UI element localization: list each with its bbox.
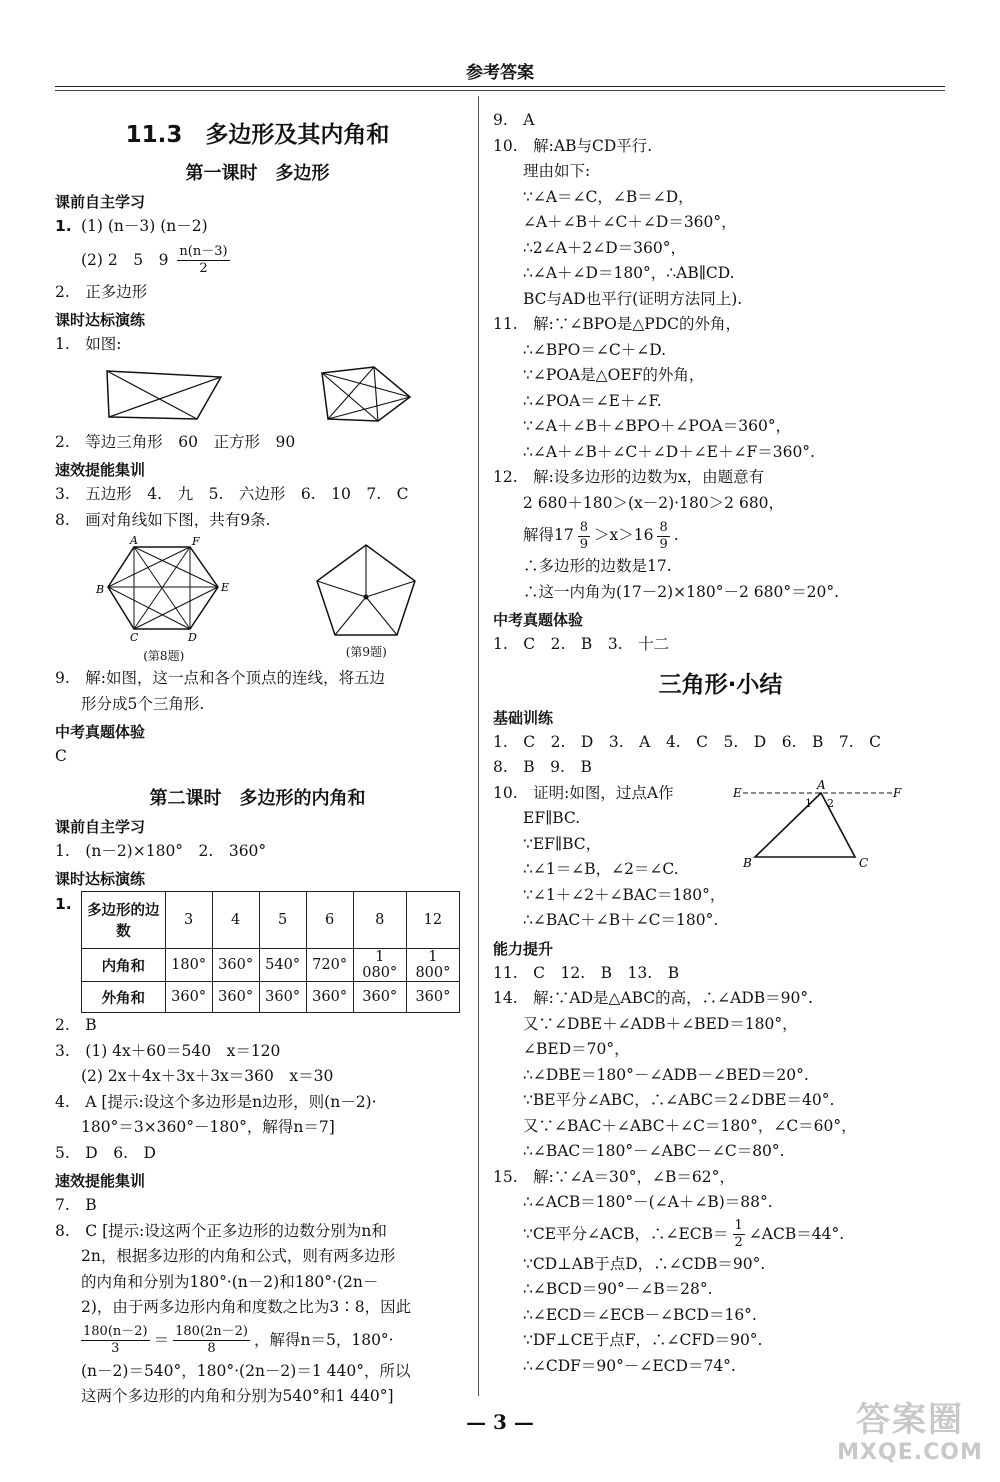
table-cell: 360° bbox=[212, 982, 259, 1013]
answer-line: 1. C 2. B 3. 十二 bbox=[493, 635, 670, 653]
answer-line: 2 680＋180＞(x－2)·180＞2 680， bbox=[523, 493, 785, 512]
table-cell: 8 bbox=[353, 892, 406, 949]
answer-line: 10. 证明:如图，过点A作 bbox=[493, 783, 674, 802]
answer-line: ∴∠BPO＝∠C＋∠D. bbox=[523, 340, 667, 359]
fraction: $\frac{n(n-3)}{2}$ bbox=[179, 244, 228, 276]
answer-line: ∵BE平分∠ABC，∴∠ABC＝2∠DBE＝40°. bbox=[523, 1091, 835, 1109]
answer-line: (n－2)＝540°，180°·(2n－2)＝1 440°，所以 bbox=[81, 1361, 411, 1380]
answer-line: ∴2∠A＋2∠D＝360°， bbox=[523, 238, 687, 257]
table-cell: 180° bbox=[165, 949, 212, 982]
q10-proof-block bbox=[493, 777, 948, 934]
answer-line: 3. 五边形 4. 九 5. 六边形 6. 10 7. C bbox=[55, 485, 409, 503]
answer-line: 1. C 2. D 3. A 4. C 5. D 6. B 7. C bbox=[493, 732, 882, 751]
lesson2-title: 第二课时 多边形的内角和 bbox=[149, 787, 366, 809]
answer-line: BC与AD也平行(证明方法同上). bbox=[523, 289, 743, 308]
answer-line: ∴∠ACB＝180°－(∠A＋∠B)＝88°. bbox=[523, 1193, 773, 1211]
answer-line: 5. D 6. D bbox=[55, 1143, 156, 1162]
table-cell: 3 bbox=[165, 892, 212, 949]
answer-line: ∴∠1＝∠B，∠2＝∠C. bbox=[523, 860, 679, 878]
fig8-label-c: C bbox=[129, 631, 139, 643]
answer-line: 1. (1) (n－3) (n－2) bbox=[55, 217, 208, 235]
answer-line: C bbox=[55, 747, 67, 765]
answer-line: 的内角和分别为180°·(n－2)和180°·(2n－ bbox=[81, 1272, 379, 1291]
heading-class-drill-2: 课时达标演练 bbox=[55, 870, 146, 888]
triangle-parallel-figure bbox=[733, 777, 903, 877]
heading-fast-train: 速效提能集训 bbox=[55, 461, 146, 479]
section-title: 11.3 多边形及其内角和 bbox=[125, 122, 390, 148]
figure-quadrilaterals bbox=[55, 362, 460, 426]
left-column bbox=[55, 110, 460, 1410]
answer-line: 又∵∠BAC＋∠ABC＋∠C＝180°，∠C＝60°， bbox=[523, 1116, 857, 1135]
answer-line: ∵∠1＋∠2＋∠BAC＝180°， bbox=[523, 885, 726, 904]
table-cell: 360° bbox=[212, 949, 259, 982]
table-row-header: 外角和 bbox=[82, 982, 166, 1013]
answer-line: 4. A [提示:设这个多边形是n边形，则(n－2)· bbox=[55, 1092, 377, 1111]
figure-caption: (第8题) bbox=[143, 649, 185, 663]
heading-fast-train-2: 速效提能集训 bbox=[55, 1172, 146, 1190]
fig8-label-d: D bbox=[187, 631, 197, 643]
answer-line: 解得17 $\frac{8}{9}$ ＞x＞16 $\frac{8}{9}$ . bbox=[523, 519, 679, 552]
fig10-label-f: F bbox=[893, 785, 902, 800]
heading-class-drill: 课时达标演练 bbox=[55, 311, 146, 329]
answer-line: ∠BED＝70°， bbox=[523, 1040, 630, 1058]
answer-line: 12. 解:设多边形的边数为x，由题意有 bbox=[493, 468, 765, 486]
heading-pre-study-2: 课前自主学习 bbox=[55, 817, 146, 836]
header-rule bbox=[55, 86, 945, 87]
answer-line: 1. 如图: bbox=[55, 335, 122, 353]
answer-line: ∴∠BCD＝90°－∠B＝28°. bbox=[523, 1280, 713, 1298]
table-cell: 360° bbox=[259, 982, 306, 1013]
answer-line: ∴∠CDF＝90°－∠ECD＝74°. bbox=[523, 1356, 736, 1375]
table-row-header: 多边形的边数 bbox=[82, 892, 166, 949]
answer-line: 理由如下: bbox=[523, 162, 591, 180]
fig8-label-e: E bbox=[220, 581, 229, 594]
answer-line: 形分成5个三角形. bbox=[81, 694, 205, 713]
answer-line: 14. 解:∵AD是△ABC的高，∴∠ADB＝90°. bbox=[493, 989, 814, 1007]
pentagon-center-point-figure bbox=[311, 539, 421, 639]
heading-exam: 中考真题体验 bbox=[55, 723, 146, 741]
answer-line: ∵CE平分∠ACB，∴∠ECB＝ $\frac{1}{2}$ ∠ACB＝44°. bbox=[523, 1218, 845, 1250]
answer-line: 2. 等边三角形 60 正方形 90 bbox=[55, 432, 296, 451]
table-row bbox=[82, 892, 460, 949]
answer-line: (2) 2 5 9 $\frac{n(n-3)}{2}$ bbox=[81, 244, 228, 276]
table-cell: 360° bbox=[353, 982, 406, 1013]
heading-ability: 能力提升 bbox=[493, 939, 554, 958]
answer-line: (2) 2x＋4x＋3x＋3x＝360 x＝30 bbox=[81, 1067, 334, 1085]
answer-line: 3. (1) 4x＋60＝540 x＝120 bbox=[55, 1041, 281, 1060]
right-column bbox=[493, 108, 948, 1379]
answer-line: ∴∠BAC＝180°－∠ABC－∠C＝80°. bbox=[523, 1142, 785, 1160]
figure-q9 bbox=[311, 539, 421, 660]
answer-line: ∴多边形的边数是17. bbox=[523, 557, 672, 575]
pentagon-diagonals-figure bbox=[316, 363, 416, 425]
answer-line: 这两个多边形的内角和分别为540°和1 440°] bbox=[81, 1387, 394, 1405]
heading-exam-right: 中考真题体验 bbox=[493, 611, 584, 629]
answer-line: $\frac{180(n-2)}{3}$ ＝ $\frac{180(2n-2)}{8}$ ，解得n＝5，180°· bbox=[83, 1324, 394, 1356]
answer-line: 9. 解:如图，这一点和各个顶点的连线，将五边 bbox=[55, 669, 386, 687]
answer-line: ∴∠POA＝∠E＋∠F. bbox=[523, 391, 662, 410]
fig10-label-angle1: 1 bbox=[805, 796, 812, 810]
table-row bbox=[82, 982, 460, 1013]
heading-pre-study: 课前自主学习 bbox=[55, 193, 146, 211]
figure-caption: (第9题) bbox=[345, 645, 387, 659]
answer-line: ∠A＋∠B＋∠C＋∠D＝360°， bbox=[523, 213, 737, 231]
heading-basic: 基础训练 bbox=[493, 708, 554, 727]
fig10-label-angle2: 2 bbox=[827, 796, 834, 810]
fig8-label-a: A bbox=[129, 535, 138, 547]
header-rule-thin bbox=[55, 90, 945, 91]
answer-line: 1. (n－2)×180° 2. 360° bbox=[55, 841, 267, 860]
table-cell: 360° bbox=[165, 982, 212, 1013]
table-cell: 4 bbox=[212, 892, 259, 949]
figure-q8-q9 bbox=[55, 537, 460, 662]
fraction: $\frac{180(2n-2)}{8}$ bbox=[175, 1324, 248, 1356]
answer-line: ∵∠A＝∠C，∠B＝∠D， bbox=[523, 187, 694, 206]
figure-q8 bbox=[94, 535, 234, 664]
answer-line: ∴∠DBE＝180°－∠ADB－∠BED＝20°. bbox=[523, 1065, 809, 1084]
answer-line: 8. B 9. B bbox=[493, 758, 592, 776]
summary-title: 三角形·小结 bbox=[658, 671, 783, 698]
hexagon-diagonals-figure bbox=[94, 535, 234, 643]
polygon-angles-table bbox=[81, 891, 460, 1013]
answer-line: 2n，根据多边形的内角和公式，则有两多边形 bbox=[81, 1247, 396, 1265]
answer-line: 2. 正多边形 bbox=[55, 282, 148, 301]
answer-line: 10. 解:AB与CD平行. bbox=[493, 136, 653, 155]
answer-line: ∴∠A＋∠B＋∠C＋∠D＋∠E＋∠F＝360°. bbox=[523, 442, 815, 461]
table-cell: 5 bbox=[259, 892, 306, 949]
table-cell: 720° bbox=[306, 949, 353, 982]
answer-line: ∵∠A＋∠B＋∠BPO＋∠POA＝360°， bbox=[523, 417, 792, 435]
answer-line: 8. 画对角线如下图，共有9条. bbox=[55, 510, 271, 529]
fig10-label-a: A bbox=[817, 777, 826, 792]
page-number: — 3 — bbox=[466, 1410, 534, 1434]
table-cell: 6 bbox=[306, 892, 353, 949]
fig8-label-f: F bbox=[191, 535, 200, 548]
answer-line: ∵CD⊥AB于点D，∴∠CDB＝90°. bbox=[523, 1254, 766, 1273]
question-number: 1. bbox=[55, 895, 72, 913]
table-cell: 1 800° bbox=[406, 949, 459, 982]
answer-line: ∴∠A＋∠D＝180°，∴AB∥CD. bbox=[523, 264, 735, 282]
answer-line: 2. B bbox=[55, 1016, 97, 1034]
lesson1-title: 第一课时 多边形 bbox=[185, 163, 330, 184]
fraction: $\frac{8}{9}$ bbox=[579, 519, 589, 552]
answer-line: 180°＝3×360°－180°，解得n＝7] bbox=[81, 1118, 335, 1136]
fraction: $\frac{1}{2}$ bbox=[734, 1218, 743, 1250]
table-cell: 12 bbox=[406, 892, 459, 949]
fig10-label-b: B bbox=[743, 855, 752, 870]
answer-line: 7. B bbox=[55, 1196, 97, 1214]
fig10-label-c: C bbox=[859, 855, 869, 870]
answer-line: 8. C [提示:设这两个正多边形的边数分别为n和 bbox=[55, 1221, 387, 1240]
page-header-title: 参考答案 bbox=[466, 63, 534, 83]
fraction: $\frac{8}{9}$ bbox=[659, 519, 668, 552]
answer-line: 11. 解:∵∠BPO是△PDC的外角， bbox=[493, 315, 742, 333]
answer-line: 又∵∠DBE＋∠ADB＋∠BED＝180°， bbox=[523, 1014, 798, 1033]
answer-line: 9. A bbox=[493, 111, 535, 129]
answer-line: 11. C 12. B 13. B bbox=[493, 963, 680, 982]
answer-line: 15. 解:∵∠A＝30°，∠B＝62°， bbox=[493, 1167, 735, 1186]
table-cell: 540° bbox=[259, 949, 306, 982]
table-cell: 1 080° bbox=[353, 949, 406, 982]
answer-line: ∵DF⊥CE于点F，∴∠CFD＝90°. bbox=[523, 1331, 763, 1349]
table-cell: 360° bbox=[306, 982, 353, 1013]
table-question bbox=[55, 891, 460, 1013]
answer-line: ∴这一内角为(17－2)×180°－2 680°＝20°. bbox=[523, 582, 840, 601]
answer-line: ∴∠ECD＝∠ECB－∠BCD＝16°. bbox=[523, 1305, 757, 1324]
answer-line: EF∥BC. bbox=[523, 809, 581, 827]
table-row-header: 内角和 bbox=[82, 949, 166, 982]
column-divider bbox=[478, 96, 479, 1396]
answer-line: ∵∠POA是△OEF的外角， bbox=[523, 366, 705, 384]
table-row bbox=[82, 949, 460, 982]
quadrilateral-diagonals-figure bbox=[99, 363, 229, 425]
fig10-label-e: E bbox=[733, 785, 742, 800]
watermark-logo: 答案圈 MXQE.COM bbox=[837, 1400, 983, 1465]
table-cell: 360° bbox=[406, 982, 459, 1013]
answer-line: ∴∠BAC＋∠B＋∠C＝180°. bbox=[523, 911, 719, 929]
fraction: $\frac{180(n-2)}{3}$ bbox=[83, 1324, 148, 1356]
fig8-label-b: B bbox=[95, 583, 104, 596]
answer-line: 2)，由于两多边形内角和度数之比为3∶8，因此 bbox=[81, 1298, 412, 1316]
answer-line: ∵EF∥BC， bbox=[523, 834, 602, 853]
